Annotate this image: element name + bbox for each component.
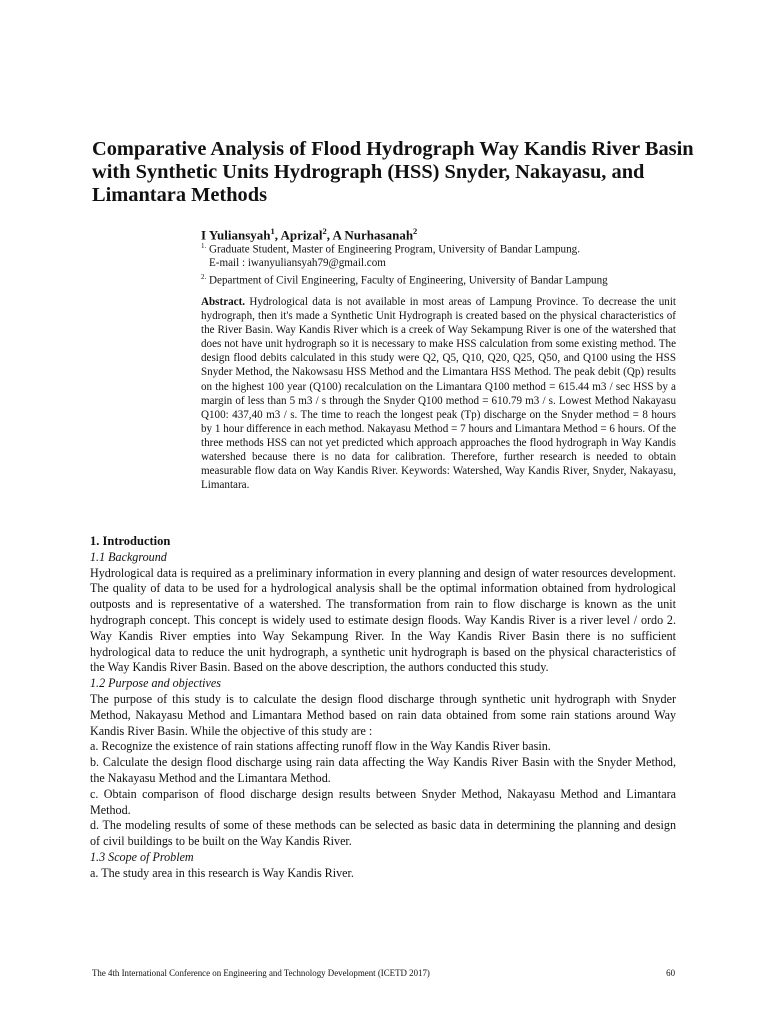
affiliation-text: Department of Civil Engineering, Faculty of Engineering, University of Bandar Lampung: [209, 274, 608, 287]
author-name: A Nurhasanah: [332, 227, 414, 243]
affiliation-email: [201, 257, 691, 271]
background-paragraph: Hydrological data is required as a preliminary information in every planning and design of water resources development. The quality of data to be used for a hydrological analysis shall be the optimal information obtained from hydrological outposts and is representative of a watershed. The transformation from rain to flow discharge is known as the unit hydrograph concept. This concept is widely used to estimate design floods. Way Kandis River is a river level / ordo 2. Way Kandis River empties into Way Sekampung River. In the Way Kandis River Basin there is no sufficient hydrological data to reduce the unit hydrograph, a synthetic unit hydrograph is based on the physical characteristics of the Way Kandis River Basin. Based on the above description, the authors conducted this study.: [90, 565, 676, 675]
affiliation-email-text: E-mail : iwanyuliansyah79@gmail.com: [209, 257, 386, 270]
objective-item: c. Obtain comparison of flood discharge design results between Snyder Method, Nakayasu Method and Limantara Method.: [90, 786, 676, 817]
author-affil-mark: 2: [322, 226, 327, 236]
paper-body: [90, 534, 676, 882]
abstract-text: Hydrological data is not available in most areas of Lampung Province. To decrease the unit hydrograph, then it's made a Synthetic Unit Hydrograph is created based on the physical characteristics of the River Basin. Way Kandis River which is a creek of Way Sekampung River is one of the watershed that does not have unit hydrograph so it is necessary to make HSS calculation from some existing method. The design flood debits calculated in this study were Q2, Q5, Q10, Q20, Q25, Q50, and Q100 using the HSS Snyder Method, the Nakowsasu HSS Method and the Limantara HSS Method. The peak debit (Qp) results on the highest 100 year (Q100) recalculation on the Limantara Q100 method = 615.44 m3 / sec HSS by a margin of less than 5 m3 / s through the Snyder Q100 method = 610.79 m3 / s. Lowest Method Nakayasu Q100: 437,40 m3 / s. The time to reach the longest peak (Tp) discharge on the Snyder method = 8 hours by 1 hour difference in each method. Nakayasu Method = 7 hours and Limantara Method = 6 hours. Of the three methods HSS can not yet predicted which approach approaches the flood hydrograph in Way Kandis watershed because there is no data for calibration. Therefore, further research is needed to obtain measurable flow data on Way Kandis River. Keywords: Watershed, Way Kandis River, Snyder, Nakayasu, Limantara.: [201, 296, 676, 492]
section-heading-introduction: 1. Introduction: [90, 534, 171, 548]
affiliation-text: Graduate Student, Master of Engineering Program, University of Bandar Lampung.: [209, 243, 580, 256]
affiliation-line: [201, 240, 691, 257]
paper-title: Comparative Analysis of Flood Hydrograph Way Kandis River Basin with Synthetic Units Hydrograph (HSS) Snyder, Nakayasu, and Limantara Methods: [92, 138, 694, 206]
objective-item: a. Recognize the existence of rain stations affecting runoff flow in the Way Kandis River basin.: [90, 739, 551, 754]
abstract-label: Abstract.: [201, 296, 246, 308]
footer-conference: The 4th International Conference on Engineering and Technology Development (ICETD 2017): [92, 968, 430, 978]
objective-item: b. Calculate the design flood discharge using rain data affecting the Way Kandis River Basin with the Snyder Method, the Nakayasu Method and the Limantara Method.: [90, 755, 676, 785]
affiliation-list: [201, 240, 691, 288]
affiliation-mark: 2.: [201, 272, 207, 281]
subsection-heading-purpose: 1.2 Purpose and objectives: [90, 676, 221, 691]
subsection-heading-scope: 1.3 Scope of Problem: [90, 849, 194, 864]
author-affil-mark: 1: [270, 226, 275, 236]
author-name: I Yuliansyah: [201, 227, 271, 243]
objective-item: d. The modeling results of some of these methods can be selected as basic data in determining the planning and design of civil buildings to be built on the Way Kandis River.: [90, 818, 676, 849]
page-footer: [92, 967, 675, 979]
abstract: [201, 295, 676, 492]
author-name: Aprizal: [280, 227, 323, 243]
page-number: 60: [666, 968, 675, 978]
purpose-paragraph: The purpose of this study is to calculate the design flood discharge through synthetic unit hydrograph with Snyder Method, Nakayasu Method and Limantara Method based on rain data obtained from some rain stations around Way Kandis River Basin. While the objective of this study are :: [90, 691, 676, 738]
scope-item: a. The study area in this research is Way Kandis River.: [90, 865, 354, 880]
subsection-heading-background: 1.1 Background: [90, 549, 167, 564]
author-list: I Yuliansyah$^1$, Aprizal$^2$, A Nurhasanah$^2$: [201, 226, 418, 243]
affiliation-mark: 1.: [201, 242, 207, 250]
affiliation-line: [201, 271, 691, 288]
author-affil-mark: 2: [413, 226, 418, 236]
